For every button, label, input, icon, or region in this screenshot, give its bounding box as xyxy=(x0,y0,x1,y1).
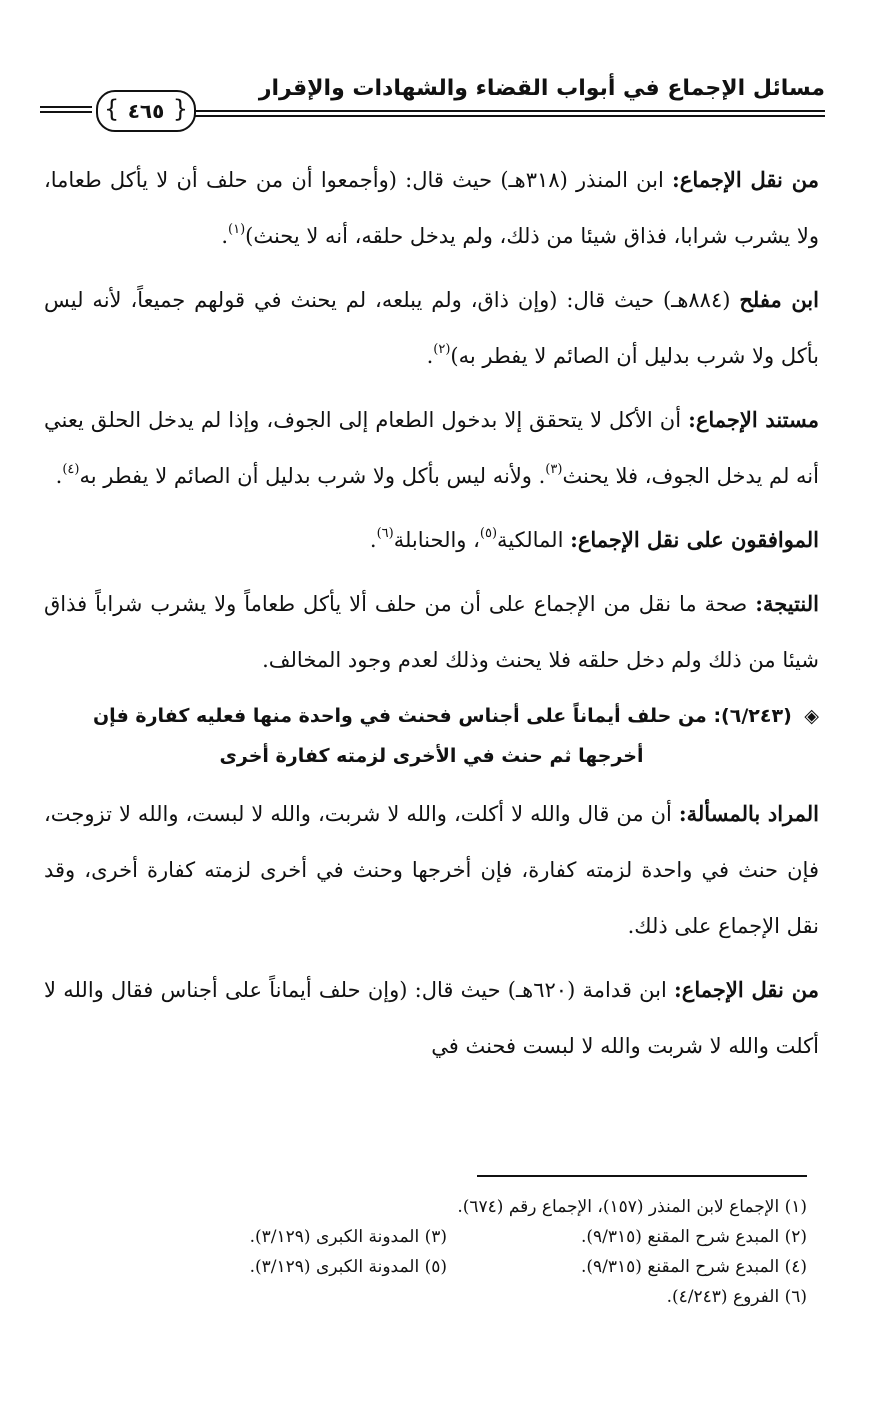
footnote-3: (٣) المدونة الكبرى (٣/١٢٩). xyxy=(249,1227,447,1247)
footnote-1: (١) الإجماع لابن المنذر (١٥٧)، الإجماع رقم (٦٧٤). xyxy=(457,1197,807,1217)
paragraph-text: أن الأكل لا يتحقق إلا بدخول الطعام إلى الجوف، وإذا لم يدخل الحلق يعني أنه لم يدخل الجوف، فلا يحنث xyxy=(44,408,819,488)
footnote-5: (٥) المدونة الكبرى (٣/١٢٩). xyxy=(249,1257,447,1277)
paragraph-ibn-muflih xyxy=(44,272,819,384)
paragraph-end: . xyxy=(221,224,229,248)
paragraph-result xyxy=(44,576,819,688)
footnote-marker: (٥) xyxy=(479,526,498,541)
footnote-row xyxy=(87,1252,807,1282)
paragraph-lead: المراد بالمسألة: xyxy=(678,801,819,826)
paragraph-lead: من نقل الإجماع: xyxy=(672,167,820,192)
page-number: { ٤٦٥ xyxy=(127,99,165,123)
header-rule xyxy=(193,110,825,118)
running-title: مسائل الإجماع في أبواب القضاء والشهادات والإقرار xyxy=(258,76,825,101)
footnote-marker: (٢) xyxy=(433,342,451,357)
footnote-row xyxy=(87,1282,807,1312)
paragraph-text: أن من قال والله لا أكلت، والله لا شربت، والله لا لبست، والله لا تزوجت، فإن حنث في واحدة لزمته كفارة، فإن أخرجها وحنث في أخرى لزمته كفارة أخرى، وقد نقل الإجماع على ذلك. xyxy=(44,802,819,938)
issue-number: (٦/٢٤٣): xyxy=(713,705,792,727)
paragraph-lead: ابن مفلح xyxy=(739,287,819,312)
issue-title-line-2: أخرجها ثم حنث في الأخرى لزمته كفارة أخرى xyxy=(219,745,644,767)
page-header xyxy=(40,70,825,132)
page-number-badge xyxy=(96,90,196,132)
paragraph-text: ابن المنذر (٣١٨هـ) حيث قال: (وأجمعوا أن من حلف أن لا يأكل طعاما، ولا يشرب شرابا، فذاق شيئا من ذلك، ولم يدخل حلقه، أنه لا يحنث) xyxy=(44,168,819,248)
main-text xyxy=(44,152,819,1082)
paragraph-transmitter xyxy=(44,152,819,264)
paragraph-text: ابن قدامة (٦٢٠هـ) حيث قال: (وإن حلف أيماناً على أجناس فقال والله لا أكلت والله لا شربت والله لا لبست فحنث في xyxy=(44,978,819,1058)
paragraph-text-2: . ولأنه ليس بأكل ولا شرب بدليل أن الصائم لا يفطر به xyxy=(79,464,546,488)
footnote-6: (٦) الفروع (٤/٢٤٣). xyxy=(666,1287,807,1307)
paragraph-lead: من نقل الإجماع: xyxy=(674,977,820,1002)
paragraph-lead: النتيجة: xyxy=(755,591,819,616)
footnote-marker: (١) xyxy=(228,222,246,237)
footnotes xyxy=(87,1192,807,1312)
paragraph-basis xyxy=(44,392,819,504)
paragraph-lead: مستند الإجماع: xyxy=(688,407,820,432)
header-rule-left xyxy=(40,106,92,114)
issue-title-line-1: من حلف أيماناً على أجناس فحنث في واحدة منها فعليه كفارة فإن xyxy=(92,705,707,727)
footnote-row xyxy=(87,1192,807,1222)
paragraph-transmitter-2 xyxy=(44,962,819,1074)
footnote-marker: (٦) xyxy=(376,526,394,541)
paragraph-text: المالكية xyxy=(497,528,571,552)
paragraph-meaning xyxy=(44,786,819,954)
paragraph-text: صحة ما نقل من الإجماع على أن من حلف ألا يأكل طعاماً ولا يشرب شراباً فذاق شيئا من ذلك ولم دخل حلقه فلا يحنث وذلك لعدم وجود المخالف. xyxy=(44,592,819,672)
paragraph-end: . xyxy=(55,464,63,488)
footnote-separator xyxy=(477,1175,807,1177)
footnote-row xyxy=(87,1222,807,1252)
paragraph-text-2: ، والحنابلة xyxy=(393,528,480,552)
diamond-bullet-icon: ◈ xyxy=(804,705,819,727)
paragraph-text: (٨٨٤هـ) حيث قال: (وإن ذاق، ولم يبلعه، لم يحنث في قولهم جميعاً، لأنه ليس بأكل ولا شرب بدليل أن الصائم لا يفطر به) xyxy=(44,288,819,368)
footnote-4: (٤) المبدع شرح المقنع (٩/٣١٥). xyxy=(580,1257,807,1277)
paragraph-agreeing xyxy=(44,512,819,568)
footnote-marker: (٣) xyxy=(545,462,563,477)
paragraph-end: . xyxy=(369,528,377,552)
paragraph-end: . xyxy=(426,344,434,368)
footnote-marker: (٤) xyxy=(62,462,80,477)
paragraph-lead: الموافقون على نقل الإجماع: xyxy=(570,527,819,552)
issue-heading xyxy=(44,696,819,776)
footnote-2: (٢) المبدع شرح المقنع (٩/٣١٥). xyxy=(580,1227,807,1247)
